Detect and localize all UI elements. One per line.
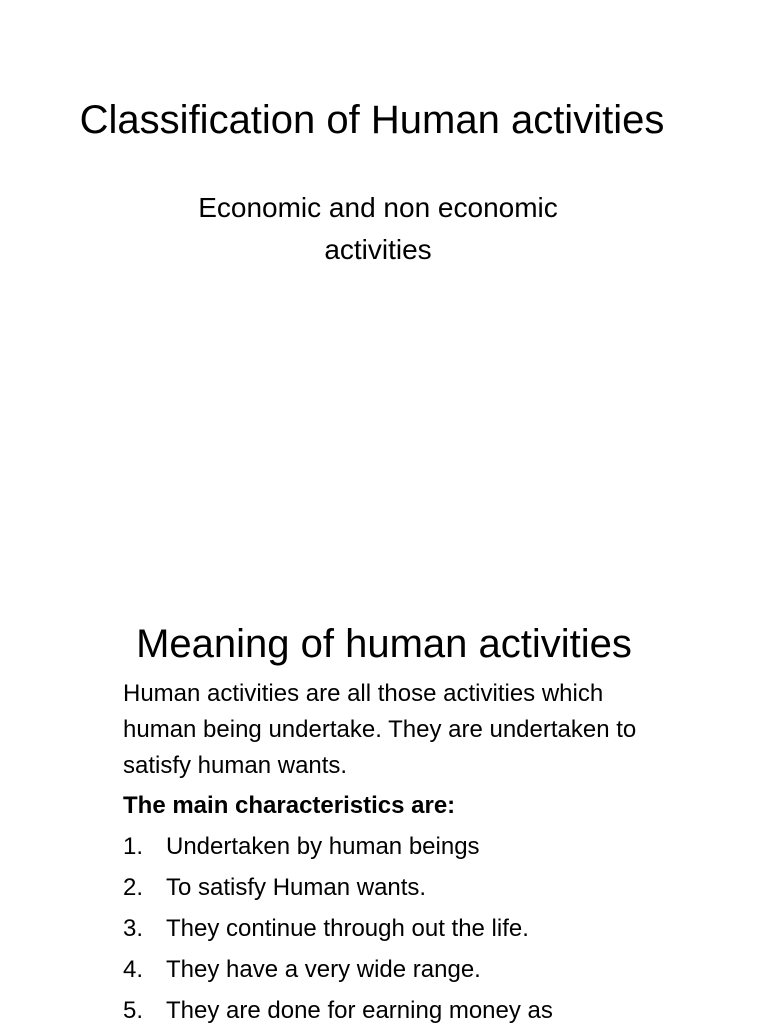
slide-body bbox=[123, 676, 683, 1031]
slide-title: Meaning of human activities bbox=[136, 622, 632, 666]
list-item bbox=[123, 867, 683, 908]
list-item-text: They continue through out the life. bbox=[166, 915, 529, 942]
characteristics-heading: The main characteristics are: bbox=[123, 792, 456, 819]
list-item bbox=[123, 949, 683, 990]
slide-2 bbox=[0, 576, 768, 1024]
list-item-text: They are done for earning money as bbox=[166, 997, 553, 1024]
list-item-text: To satisfy Human wants. bbox=[166, 874, 427, 901]
list-item-number: 3. bbox=[123, 915, 144, 942]
list-item-number: 2. bbox=[123, 874, 144, 901]
intro-paragraph: Human activities are all those activities which human being undertake. They are undertaken to satisfy human wants. bbox=[123, 680, 637, 779]
list-item-number: 5. bbox=[123, 997, 144, 1024]
list-item-number: 1. bbox=[123, 833, 144, 860]
characteristics-list bbox=[123, 826, 683, 1031]
list-item bbox=[123, 990, 683, 1031]
list-item-text: Undertaken by human beings bbox=[166, 833, 480, 860]
list-item bbox=[123, 908, 683, 949]
slide-title: Classification of Human activities bbox=[79, 98, 665, 142]
list-item bbox=[123, 826, 683, 867]
list-item-number: 4. bbox=[123, 956, 144, 983]
slide-subtitle: Economic and non economic activities bbox=[198, 192, 558, 265]
list-item-text: They have a very wide range. bbox=[166, 956, 481, 983]
